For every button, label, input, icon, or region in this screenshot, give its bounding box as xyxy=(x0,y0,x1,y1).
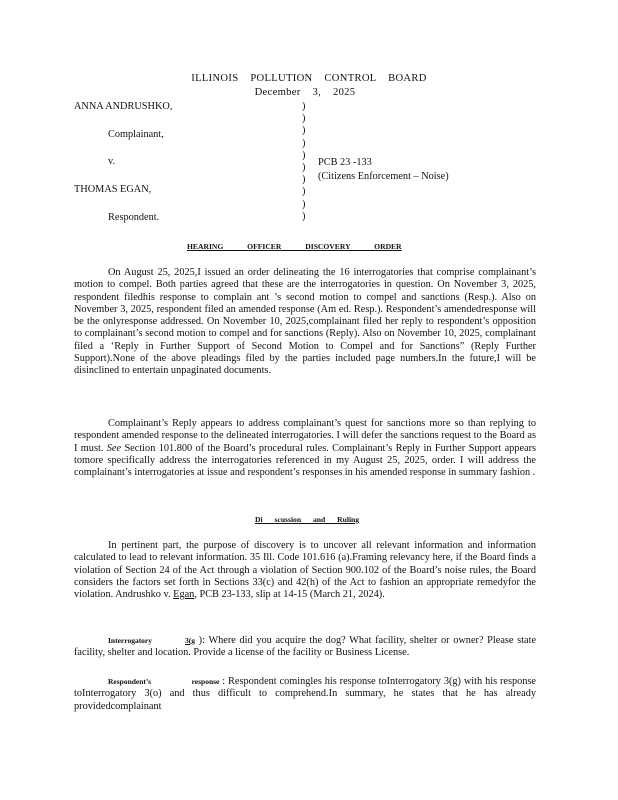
respondent-role: Respondent. xyxy=(108,212,160,223)
paragraph-reply-text: Complainant’s Reply appears to address complainant’s quest for sanctions more so than replying to respondent amended response to the delineated interrogatories. I will defer the sanctions request to the Board as I must. xyxy=(74,418,536,454)
see-signal: See xyxy=(106,442,122,454)
order-date: December 3, 2025 xyxy=(254,87,356,98)
versus: v. xyxy=(108,156,116,167)
response-label-1: Respondent’s xyxy=(108,677,152,686)
order-heading: HEARING OFFICER DISCOVERY ORDER xyxy=(187,242,402,251)
citation-rest: , PCB 23-133, slip at 14-15 (March 21, 2024). xyxy=(194,589,385,600)
response-block xyxy=(74,676,536,713)
agency-title: ILLINOIS POLLUTION CONTROL BOARD xyxy=(191,73,427,84)
paragraph-intro xyxy=(74,267,536,377)
interrogatory-label: Interrogatory xyxy=(108,636,153,645)
citation-party: Egan xyxy=(173,589,195,600)
complainant-role: Complainant, xyxy=(108,129,164,140)
response-text: : Respondent comingles his response toInterrogatory 3(g) with his response toInterrogatory 3(o) and thus difficult to comprehend.In summary, he states that he has already providedcomplainant xyxy=(74,676,537,712)
response-label-2: response xyxy=(191,677,220,686)
discussion-heading: Di scussion and Ruling xyxy=(255,515,360,524)
paragraph-discussion-text: In pertinent part, the purpose of discovery is to uncover all relevant information and information calculated to lead to relevant information. 35 Ill. Code 101.616 (a).Framing relevancy here, if the Board finds a violation of Section 24 of the Act through a violation of Section 900.102 of the Board’s noise rules, the Board considers the factors set forth in Sections 33(c) and 42(h) of the Act to fashion an appropriate remedyfor the violation. Andrushko v. xyxy=(74,540,536,600)
case-type: (Citizens Enforcement – Noise) xyxy=(318,171,449,182)
complainant-name: ANNA ANDRUSHKO, xyxy=(74,101,173,112)
caption-bracket: ) ) ) ) ) ) ) ) ) ) xyxy=(302,101,306,222)
paragraph-reply xyxy=(74,418,536,479)
respondent-name: THOMAS EGAN, xyxy=(74,184,152,195)
interrogatory-block xyxy=(74,635,536,660)
paragraph-discussion xyxy=(74,540,536,601)
case-number: PCB 23 -133 xyxy=(318,157,372,168)
paragraph-reply-rest: Section 101.800 of the Board’s procedural rules. Complainant’s Reply in Further Support appears tomore specifically address the interrogatories referenced in my August 25, 2025, order. I will address the complainant’s interrogatories at issue and respondent’s responses in his amended response in summary fashion . xyxy=(74,442,537,478)
paragraph-intro-text: On August 25, 2025,I issued an order delineating the 16 interrogatories that comprise complainant’s motion to compel. Both parties agreed that these are the interrogatories in question. On November 3, 2025, respondent filedhis response to complain ant ’s second motion to compel and sanctions (Resp.). Also on November 3, 2025, respondent filed an amended response (Am ed. Resp.). Respondent’s amendedresponse will be the onlyresponse addressed. On November 10, 2025,complainant filed her reply to respondent’s opposition to complainant’s second motion to compel and for sanctions (Reply). Also on November 10, 2025, complainant filed a ‘Reply in Further Support of Second Motion to Compel and for Sanctions” (Reply Further Support).None of the above pleadings filed by the parties included page numbers.In the future,I will be disinclined to entertain unpaginated documents. xyxy=(74,267,536,376)
interrogatory-number: 3(g xyxy=(185,636,195,645)
interrogatory-text: ): Where did you acquire the dog? What facility, shelter or owner? Please state facility, shelter and location. Provide a license of the facility or Business License. xyxy=(74,635,537,659)
